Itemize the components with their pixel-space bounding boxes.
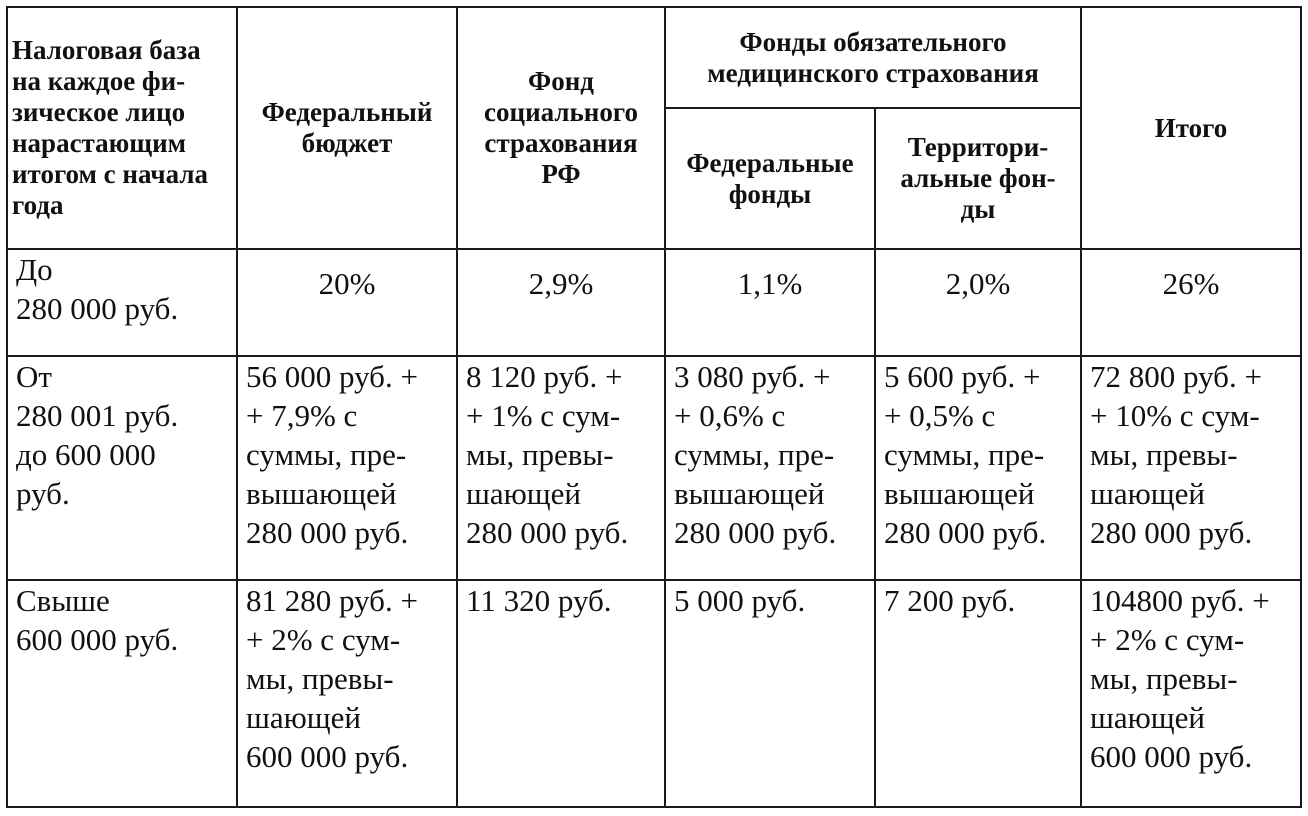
header-row-1	[7, 7, 1301, 108]
cell-social-fund	[457, 356, 665, 580]
cell-total	[1081, 580, 1301, 807]
cell-federal-funds	[665, 249, 875, 356]
cell-text: 20%	[318, 266, 376, 301]
header-federal-budget	[237, 7, 457, 249]
tax-rate-table	[6, 6, 1302, 808]
header-territorial-funds	[875, 108, 1081, 249]
cell-text: 72 800 руб. + + 10% с сум- мы, превы- шающей 280 000 руб.	[1090, 359, 1262, 550]
cell-text: 5 600 руб. + + 0,5% с суммы, пре- вышающей 280 000 руб.	[884, 359, 1047, 550]
header-social-fund	[457, 7, 665, 249]
cell-text: 8 120 руб. + + 1% с сум- мы, превы- шающей 280 000 руб.	[466, 359, 629, 550]
cell-base	[7, 580, 237, 807]
cell-base	[7, 249, 237, 356]
cell-territorial-funds	[875, 249, 1081, 356]
header-federal-funds	[665, 108, 875, 249]
cell-social-fund	[457, 580, 665, 807]
cell-total	[1081, 249, 1301, 356]
cell-text: 2,0%	[945, 266, 1011, 301]
cell-territorial-funds	[875, 580, 1081, 807]
cell-federal-funds	[665, 580, 875, 807]
cell-federal-budget	[237, 249, 457, 356]
cell-text: Свыше 600 000 руб.	[16, 583, 179, 657]
cell-federal-funds	[665, 356, 875, 580]
cell-text: 104800 руб. + + 2% с сум- мы, превы- шающей 600 000 руб.	[1090, 583, 1270, 774]
cell-text: 1,1%	[737, 266, 803, 301]
cell-social-fund	[457, 249, 665, 356]
header-total	[1081, 7, 1301, 249]
header-tax-base-text: Налоговая база на каждое фи- зическое лицо нарастающим итогом с начала года	[12, 35, 209, 220]
cell-federal-budget	[237, 580, 457, 807]
cell-text: 7 200 руб.	[884, 583, 1016, 618]
header-total-text: Итого	[1154, 112, 1228, 143]
table-row	[7, 580, 1301, 807]
cell-text: 5 000 руб.	[674, 583, 806, 618]
cell-total	[1081, 356, 1301, 580]
cell-federal-budget	[237, 356, 457, 580]
cell-text: 3 080 руб. + + 0,6% с суммы, пре- вышающей 280 000 руб.	[674, 359, 837, 550]
header-medical-group	[665, 7, 1081, 108]
cell-text: 56 000 руб. + + 7,9% с суммы, пре- вышающей 280 000 руб.	[246, 359, 418, 550]
header-federal-budget-text: Федеральный бюджет	[261, 97, 433, 158]
header-medical-group-text: Фонды обязательного медицинского страхования	[707, 26, 1039, 88]
cell-text: 11 320 руб.	[466, 583, 612, 618]
cell-text: 81 280 руб. + + 2% с сум- мы, превы- шающей 600 000 руб.	[246, 583, 418, 774]
header-social-fund-text: Фонд социального страхования РФ	[484, 66, 638, 189]
header-territorial-funds-text: Территори- альные фон- ды	[900, 132, 1056, 224]
table-row	[7, 356, 1301, 580]
cell-base	[7, 356, 237, 580]
header-federal-funds-text: Федеральные фонды	[686, 147, 854, 209]
header-tax-base	[7, 7, 237, 249]
cell-territorial-funds	[875, 356, 1081, 580]
cell-text: От 280 001 руб. до 600 000 руб.	[16, 359, 179, 511]
table-row	[7, 249, 1301, 356]
cell-text: 2,9%	[528, 266, 594, 301]
cell-text: До 280 000 руб.	[16, 252, 179, 326]
cell-text: 26%	[1162, 266, 1220, 301]
